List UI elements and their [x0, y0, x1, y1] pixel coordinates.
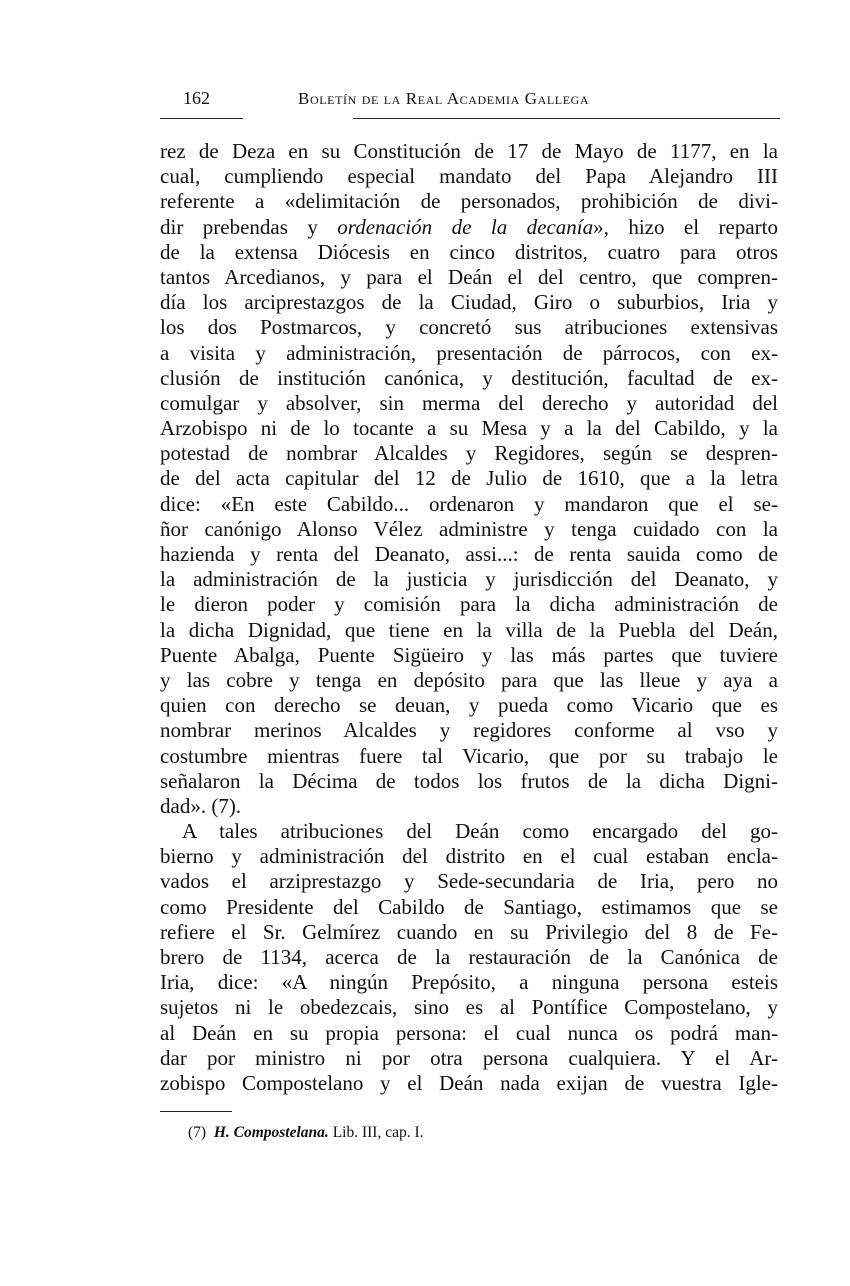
text-line — [160, 643, 778, 668]
text-segment: refiere el Sr. Gelmírez cuando en su Privilegio del 8 de Fe- — [160, 919, 778, 944]
text-segment: de del acta capitular del 12 de Julio de 1610, que a la letra — [160, 466, 778, 491]
text-segment: cual, cumpliendo especial mandato del Papa Alejandro III — [160, 164, 778, 189]
text-line — [160, 542, 778, 567]
text-line — [160, 189, 778, 214]
text-segment: hazienda y renta del Deanato, assi...: de renta sauida como de — [160, 542, 778, 566]
text-line — [160, 995, 778, 1020]
body-text — [160, 139, 778, 1096]
text-segment: los dos Postmarcos, y concretó sus atribuciones extensivas — [160, 315, 778, 340]
text-segment: dad». (7). — [160, 793, 242, 818]
text-segment: nombrar merinos Alcaldes y regidores conforme al vso y — [160, 718, 778, 743]
header-rule-right — [353, 118, 780, 119]
text-segment: potestad de nombrar Alcaldes y Regidores, según se despren- — [160, 441, 778, 466]
text-line — [160, 164, 778, 189]
text-line — [160, 1021, 778, 1046]
text-line — [160, 718, 778, 743]
text-segment: le dieron poder y comisión para la dicha administración de — [160, 592, 778, 617]
text-line — [160, 592, 778, 617]
text-segment: tantos Arcedianos, y para el Deán el del centro, que compren- — [160, 264, 778, 289]
text-line — [160, 139, 778, 164]
text-segment: rez de Deza en su Constitución de 17 de Mayo de 1177, en la — [160, 139, 778, 163]
text-line — [160, 945, 778, 970]
text-segment: día los arciprestazgos de la Ciudad, Giro o suburbios, Iria y — [160, 290, 778, 315]
paragraph — [160, 819, 778, 1096]
text-segment: sujetos ni le obedezcais, sino es al Pontífice Compostelano, y — [160, 995, 778, 1020]
text-line — [160, 517, 778, 542]
text-segment: dice: «En este Cabildo... ordenaron y mandaron que el se- — [160, 491, 778, 516]
text-segment: brero de 1134, acerca de la restauración de la Canónica de — [160, 945, 778, 969]
text-segment: zobispo Compostelano y el Deán nada exijan de vuestra Igle- — [160, 1070, 778, 1095]
text-segment: bierno y administración del distrito en el cual estaban encla- — [160, 844, 778, 869]
text-segment: quien con derecho se deuan, y pueda como Vicario que es — [160, 693, 778, 718]
text-line — [160, 567, 778, 592]
text-line — [160, 315, 778, 340]
page-number: 162 — [183, 88, 210, 108]
text-line — [160, 920, 778, 945]
text-line — [160, 265, 778, 290]
text-line — [160, 215, 778, 240]
text-segment: a visita y administración, presentación de párrocos, con ex- — [160, 340, 778, 365]
text-segment: A tales atribuciones del Deán como encargado del go- — [182, 819, 778, 844]
text-segment: comulgar y absolver, sin merma del derecho y autoridad del — [160, 390, 778, 415]
text-line — [160, 1071, 778, 1096]
footnote-reference: Lib. III, cap. I. — [332, 1124, 424, 1141]
text-line — [160, 441, 778, 466]
text-line — [160, 744, 778, 769]
text-segment: Puente Abalga, Puente Sigüeiro y las más partes que tuviere — [160, 642, 778, 667]
text-segment: señalaron la Décima de todos los frutos de la dicha Digni- — [160, 768, 778, 793]
italic-text: ordenación de la decanía — [337, 214, 594, 239]
text-line — [160, 366, 778, 391]
text-segment: dir prebendas y — [160, 214, 338, 239]
footnote-title: H. Compostelana. — [213, 1124, 329, 1141]
text-line — [160, 844, 778, 869]
text-line — [160, 391, 778, 416]
text-line — [160, 290, 778, 315]
text-segment: dar por ministro ni por otra persona cualquiera. Y el Ar- — [160, 1045, 778, 1070]
text-segment: referente a «delimitación de personados, prohibición de divi- — [160, 189, 778, 214]
text-line — [160, 819, 778, 844]
text-line — [160, 341, 778, 366]
text-line — [160, 1046, 778, 1071]
footnote-rule — [160, 1111, 232, 1112]
text-line — [160, 895, 778, 920]
text-line — [160, 869, 778, 894]
text-segment: clusión de institución canónica, y destitución, facultad de ex- — [160, 365, 778, 390]
text-line — [160, 240, 778, 265]
text-segment: Iria, dice: «A ningún Prepósito, a ninguna persona esteis — [160, 970, 778, 995]
text-line — [160, 492, 778, 517]
text-segment: ñor canónigo Alonso Vélez administre y tenga cuidado con la — [160, 516, 778, 541]
text-line — [160, 794, 778, 819]
text-segment: la dicha Dignidad, que tiene en la villa de la Puebla del Deán, — [160, 617, 778, 642]
running-head: Boletín de la Real Academia Gallega — [298, 89, 590, 108]
text-line — [160, 416, 778, 441]
text-line — [160, 970, 778, 995]
paragraph — [160, 139, 778, 819]
text-line — [160, 466, 778, 491]
text-segment: de la extensa Diócesis en cinco distritos, cuatro para otros — [160, 239, 778, 264]
text-segment: vados el arziprestazgo y Sede-secundaria de Iria, pero no — [160, 869, 778, 894]
text-segment: Arzobispo ni de lo tocante a su Mesa y a la del Cabildo, y la — [160, 416, 778, 441]
header-rule-left — [160, 118, 243, 119]
footnote-marker: (7) — [188, 1124, 207, 1141]
text-line — [160, 693, 778, 718]
text-segment: la administración de la justicia y jurisdicción del Deanato, y — [160, 567, 778, 592]
text-segment: », hizo el reparto — [593, 214, 778, 239]
text-line — [160, 618, 778, 643]
text-segment: al Deán en su propia persona: el cual nunca os podrá man- — [160, 1020, 778, 1045]
text-line — [160, 769, 778, 794]
text-line — [160, 668, 778, 693]
text-segment: y las cobre y tenga en depósito para que las lleue y aya a — [160, 667, 778, 692]
text-segment: costumbre mientras fuere tal Vicario, que por su trabajo le — [160, 743, 778, 768]
text-segment: como Presidente del Cabildo de Santiago, estimamos que se — [160, 894, 778, 919]
footnote — [188, 1124, 424, 1142]
